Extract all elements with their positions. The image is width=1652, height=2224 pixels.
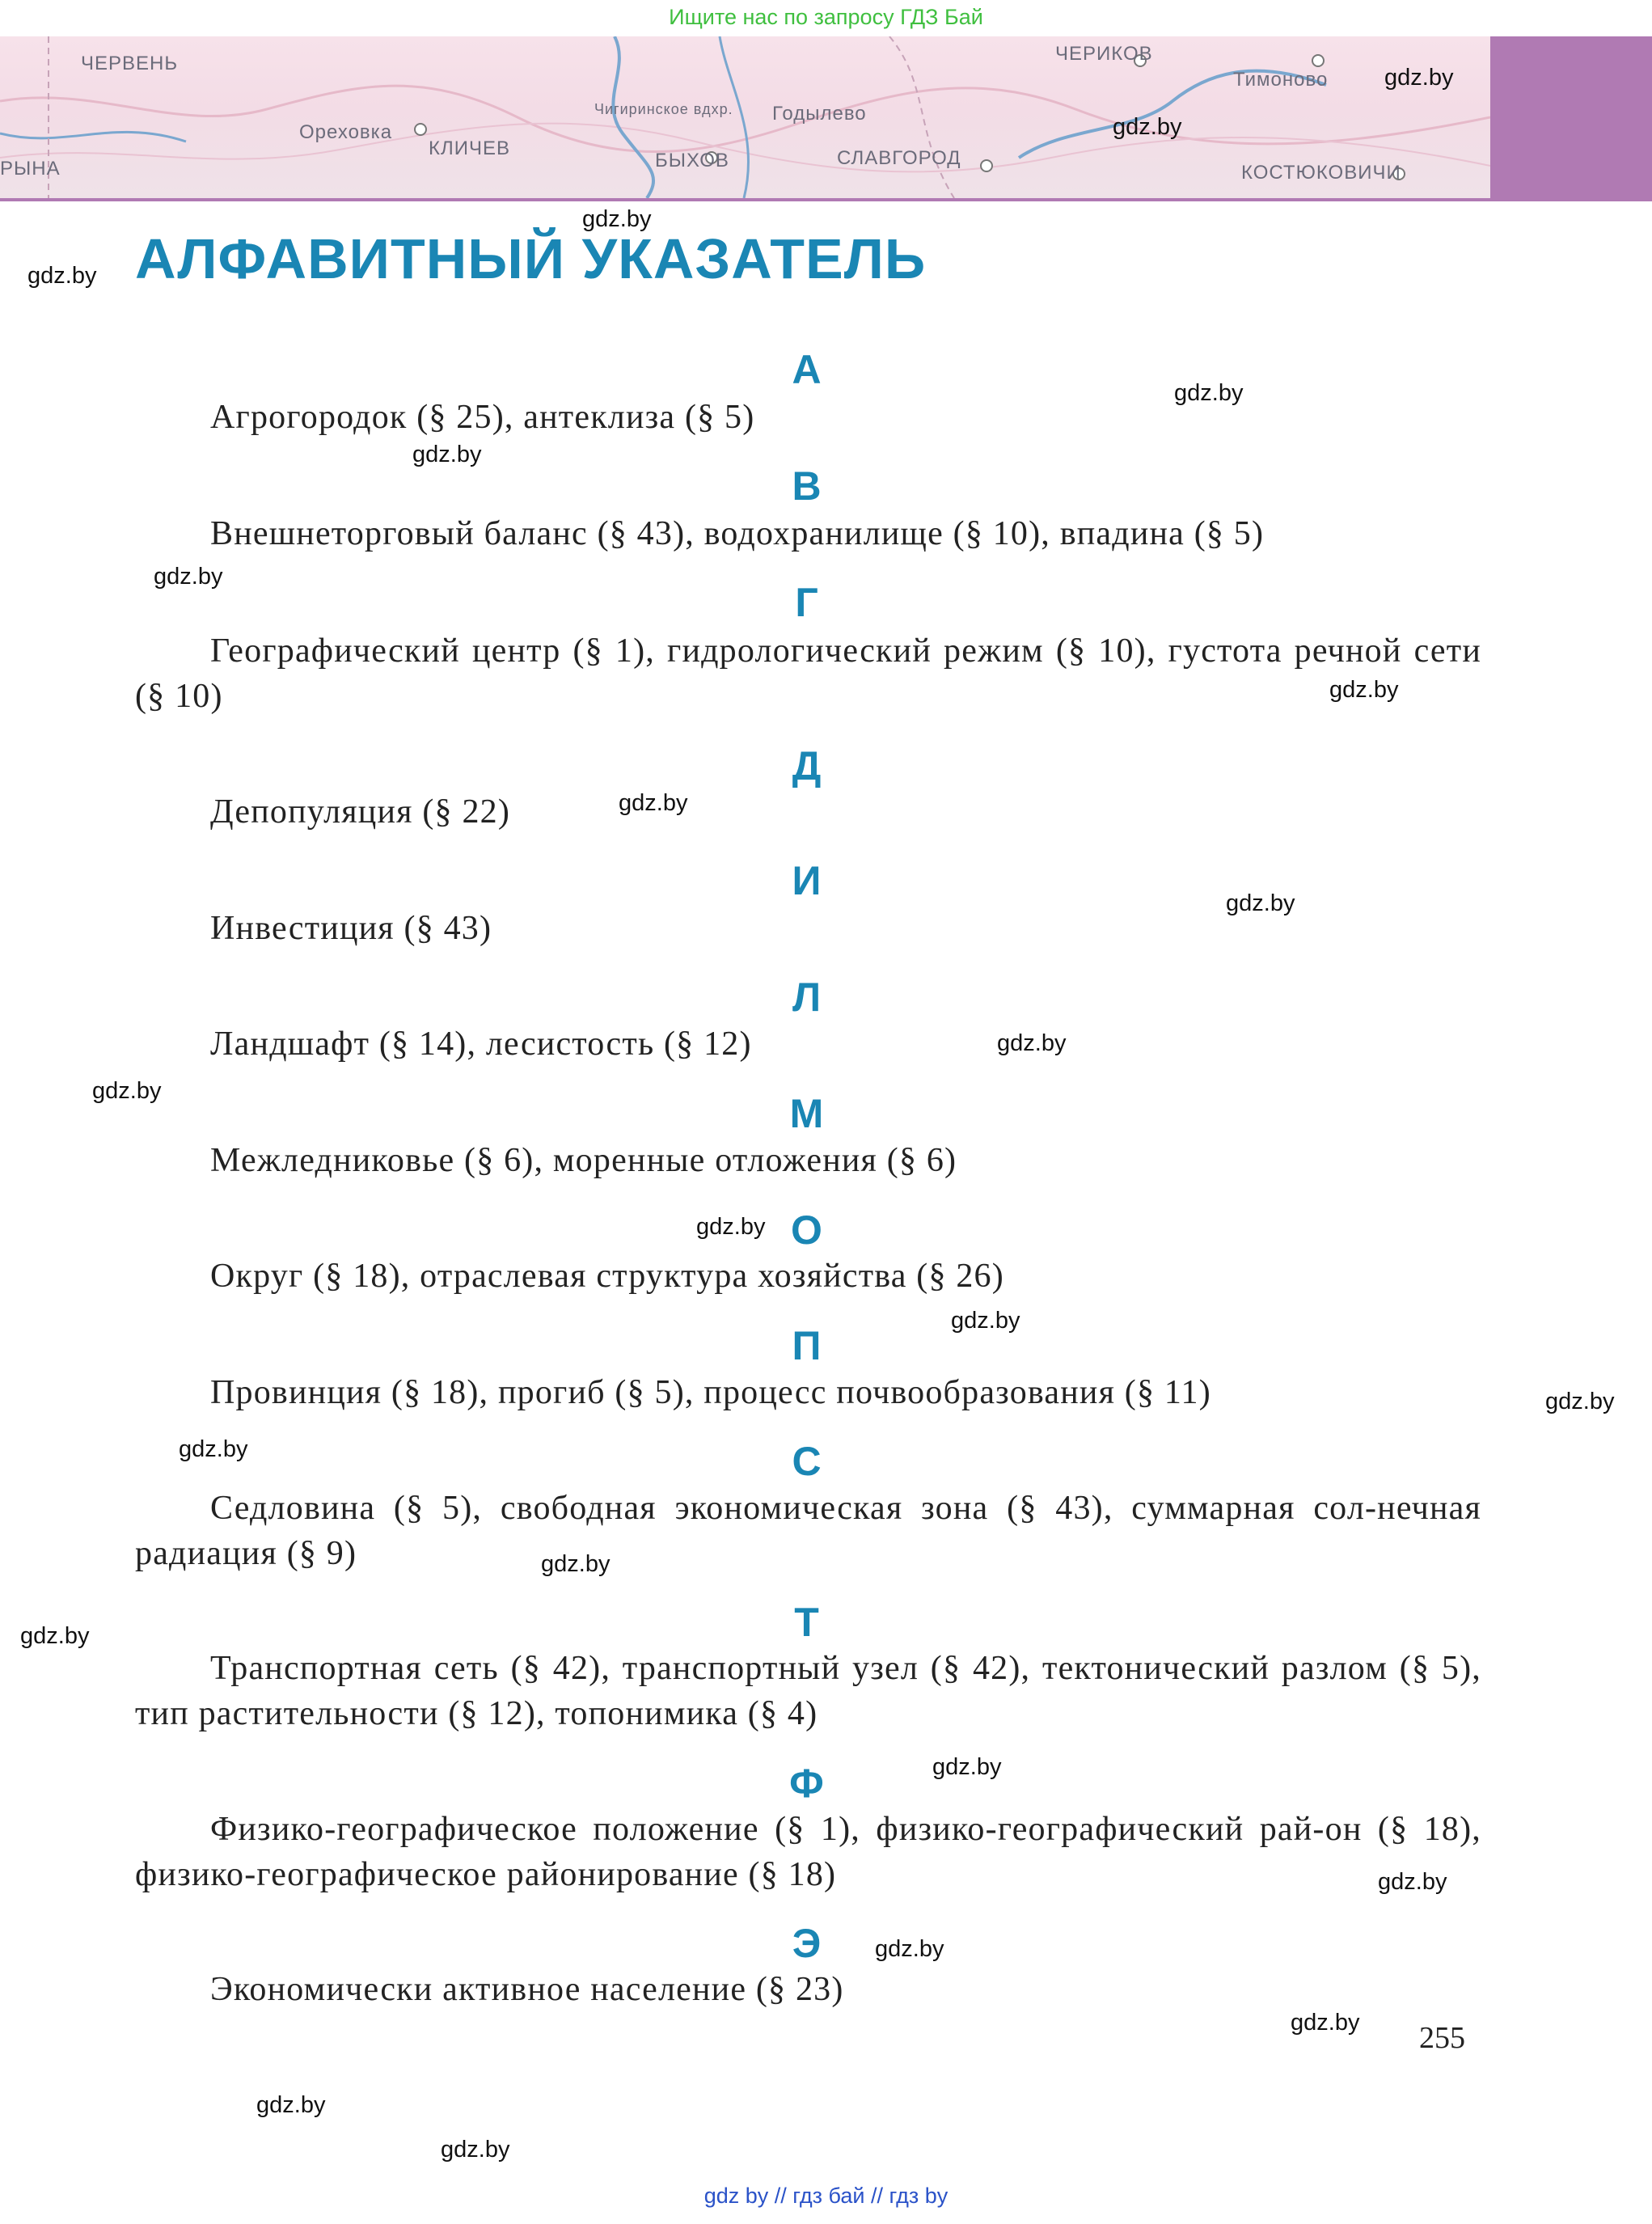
map-label: Ореховка: [299, 121, 393, 143]
index-entry: Ландшафт (§ 14), лесистость (§ 12): [210, 1025, 752, 1063]
index-entry: Межледниковье (§ 6), моренные отложения (§ 6): [210, 1142, 957, 1179]
index-entry: Седловина (§ 5), свободная экономическая зона (§ 43), суммарная сол-нечная радиация (§ 9): [135, 1490, 1481, 1572]
watermark: gdz.by: [1329, 677, 1399, 703]
watermark: gdz.by: [412, 442, 482, 467]
watermark: gdz.by: [1378, 1869, 1447, 1895]
top-search-banner: Ищите нас по запросу ГДЗ Бай: [669, 5, 983, 29]
footer-links[interactable]: gdz by // гдз бай // гдз by: [703, 2184, 949, 2208]
section-letter: И: [792, 858, 822, 903]
map-label: КОСТЮКОВИЧИ: [1241, 162, 1401, 184]
index-entry: Провинция (§ 18), прогиб (§ 5), процесс почвообразования (§ 11): [210, 1374, 1211, 1411]
watermark: gdz.by: [875, 1936, 944, 1962]
watermark: gdz.by: [441, 2137, 510, 2163]
watermark: gdz.by: [582, 206, 652, 232]
map-label: БЫХОВ: [655, 150, 729, 171]
header-map-image: [0, 36, 1490, 198]
watermark: gdz.by: [932, 1754, 1002, 1780]
map-label: КЛИЧЕВ: [429, 137, 510, 159]
watermark: gdz.by: [179, 1436, 248, 1462]
watermark: gdz.by: [154, 564, 223, 590]
watermark: gdz.by: [20, 1623, 90, 1649]
watermark: gdz.by: [1291, 2010, 1360, 2036]
section-letter: М: [789, 1091, 824, 1136]
watermark: gdz.by: [1174, 380, 1244, 406]
section-letter: Т: [794, 1600, 819, 1645]
map-label: ЧЕРВЕНЬ: [81, 53, 179, 74]
map-label: Годылево: [772, 103, 867, 125]
index-entry: Округ (§ 18), отраслевая структура хозяйства (§ 26): [210, 1258, 1004, 1295]
watermark: gdz.by: [1226, 890, 1295, 916]
section-letter: Э: [792, 1921, 822, 1966]
section-letter: О: [791, 1207, 822, 1253]
index-entry: Географический центр (§ 1), гидрологический режим (§ 10), густота речной сети (§ 10): [135, 632, 1481, 715]
section-letter: А: [792, 347, 822, 392]
watermark: gdz.by: [619, 790, 688, 816]
map-label: СЛАВГОРОД: [837, 147, 961, 169]
map-label: Чигиринское вдхр.: [594, 101, 733, 117]
map-label: ЧЕРИКОВ: [1055, 43, 1153, 65]
header-divider: [0, 198, 1652, 201]
watermark: gdz.by: [92, 1078, 162, 1104]
watermark: gdz.by: [1113, 114, 1182, 140]
section-letter: С: [792, 1439, 822, 1484]
index-entry: Агрогородок (§ 25), антеклиза (§ 5): [210, 399, 755, 436]
section-letter: Ф: [789, 1761, 824, 1806]
index-entry: Транспортная сеть (§ 42), транспортный узел (§ 42), тектонический разлом (§ 5), тип растительности (§ 12), топонимика (§ 4): [135, 1650, 1481, 1732]
section-letter: В: [792, 463, 822, 509]
index-entry: Инвестиция (§ 43): [210, 910, 492, 947]
index-entry: Экономически активное население (§ 23): [210, 1971, 844, 2008]
watermark: gdz.by: [541, 1551, 611, 1577]
index-entry: Депопуляция (§ 22): [210, 793, 511, 831]
watermark: gdz.by: [27, 263, 97, 289]
chapter-color-tab: [1490, 36, 1652, 198]
watermark: gdz.by: [997, 1030, 1067, 1056]
section-letter: Г: [795, 580, 818, 625]
watermark: gdz.by: [1384, 65, 1454, 91]
page-title: АЛФАВИТНЫЙ УКАЗАТЕЛЬ: [135, 227, 927, 290]
section-letter: Д: [792, 743, 822, 789]
watermark: gdz.by: [1545, 1389, 1615, 1414]
section-letter: П: [792, 1323, 822, 1368]
watermark: gdz.by: [696, 1214, 766, 1240]
watermark: gdz.by: [951, 1308, 1020, 1334]
section-letter: Л: [792, 975, 822, 1020]
index-entry: Внешнеторговый баланс (§ 43), водохранилище (§ 10), впадина (§ 5): [210, 515, 1265, 552]
index-entry: Физико-географическое положение (§ 1), физико-географический рай-он (§ 18), физико-географическое районирование (§ 18): [135, 1811, 1481, 1893]
map-label: Тимоново: [1233, 69, 1329, 91]
watermark: gdz.by: [256, 2092, 326, 2118]
page-number: 255: [1419, 2021, 1465, 2055]
map-label: РЫНА: [0, 158, 61, 180]
